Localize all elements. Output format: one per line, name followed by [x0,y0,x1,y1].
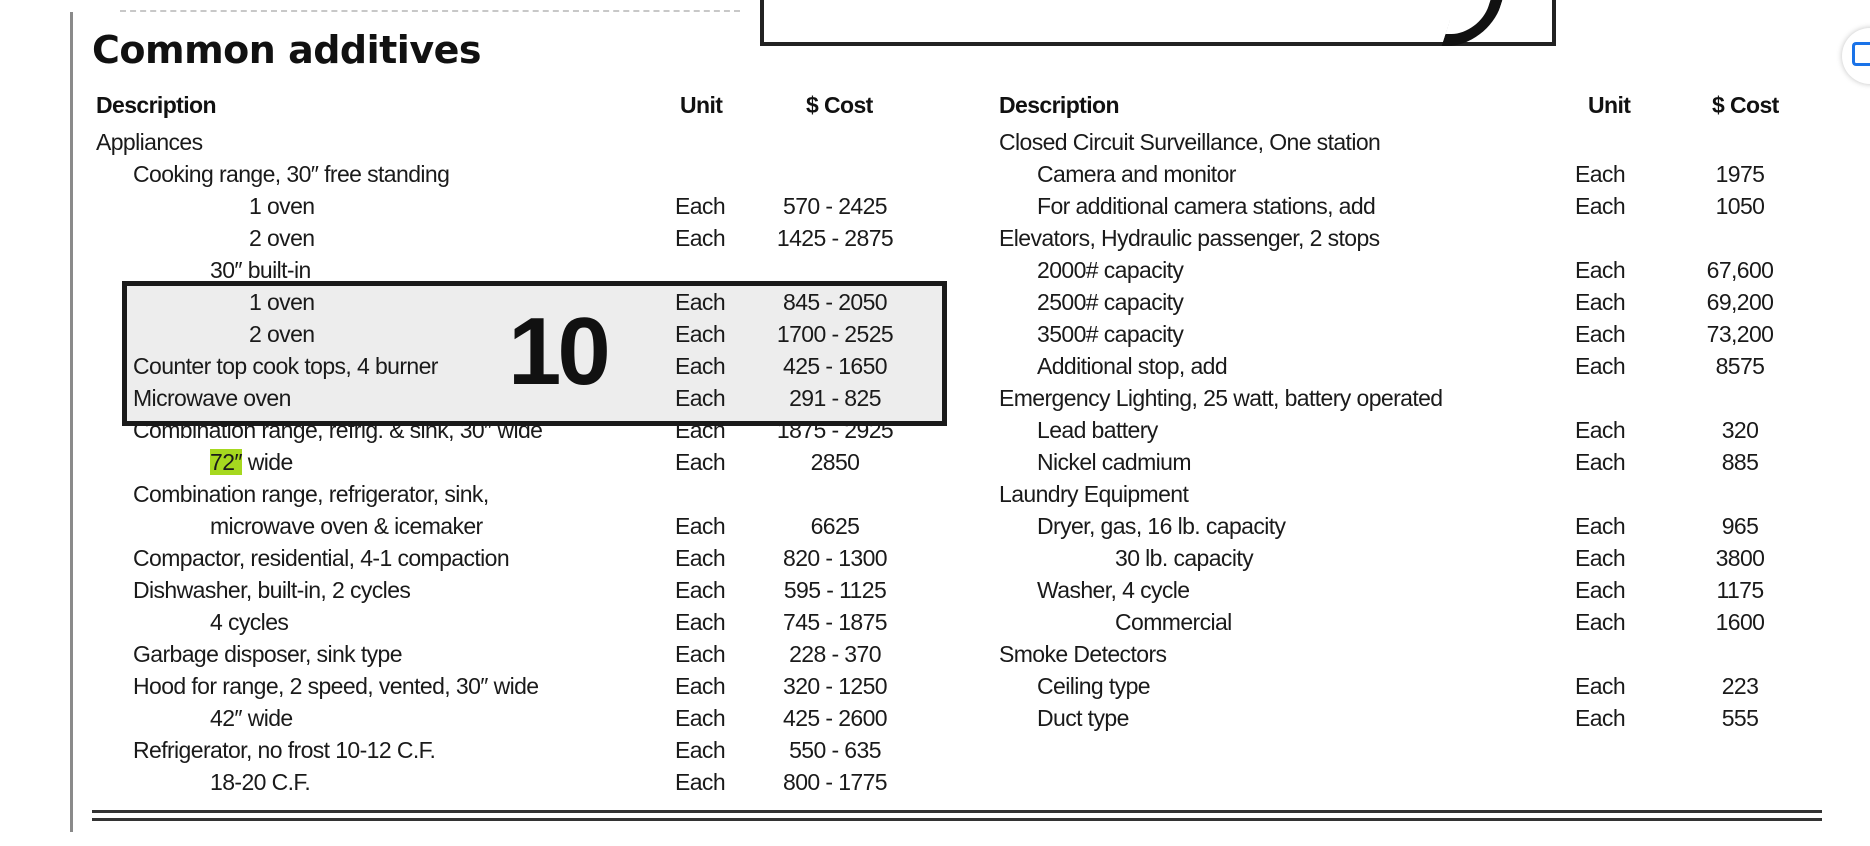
row-cost: 820 - 1300 [783,545,887,571]
row-description: Laundry Equipment [999,481,1189,507]
row-unit: Each [674,737,726,763]
row-unit: Each [674,577,726,603]
row-description: Appliances [96,129,203,155]
row-unit: Each [1574,193,1626,219]
row-cost: 745 - 1875 [783,609,887,635]
row-cost: 845 - 2050 [783,289,887,315]
top-box [760,0,1556,46]
row-description: Refrigerator, no frost 10-12 C.F. [133,737,436,763]
row-unit: Each [1574,321,1626,347]
row-description: Microwave oven [133,385,291,411]
row-cost: 1600 [1715,609,1765,635]
row-description: 3500# capacity [1037,321,1184,347]
left-header-description: Description [96,92,216,118]
row-description: 2500# capacity [1037,289,1184,315]
row-unit: Each [674,417,726,443]
row-description: Washer, 4 cycle [1037,577,1190,603]
row-cost: 965 [1721,513,1759,539]
row-unit: Each [1574,353,1626,379]
page-edge [70,12,73,832]
row-description: Elevators, Hydraulic passenger, 2 stops [999,225,1380,251]
row-cost: 223 [1721,673,1759,699]
row-description: Compactor, residential, 4-1 compaction [133,545,510,571]
row-description: Camera and monitor [1037,161,1236,187]
left-header-cost: $ Cost [806,92,873,118]
row-cost: 67,600 [1706,257,1774,283]
row-description: Commercial [1115,609,1232,635]
row-unit: Each [674,641,726,667]
row-cost: 320 - 1250 [783,673,887,699]
row-cost: 885 [1721,449,1759,475]
page-title: Common additives [92,28,481,72]
row-cost: 1050 [1715,193,1765,219]
row-description: 42″ wide [210,705,293,731]
row-description: 1 oven [249,193,315,219]
row-description: 18-20 C.F. [210,769,311,795]
row-cost: 425 - 1650 [783,353,887,379]
row-cost: 1975 [1715,161,1765,187]
row-unit: Each [1574,449,1626,475]
row-description: 1 oven [249,289,315,315]
row-description: Smoke Detectors [999,641,1167,667]
row-cost: 320 [1721,417,1759,443]
row-description: Ceiling type [1037,673,1150,699]
row-cost: 8575 [1715,353,1765,379]
row-description: microwave oven & icemaker [210,513,483,539]
row-description: Cooking range, 30″ free standing [133,161,450,187]
row-unit: Each [674,609,726,635]
row-unit: Each [674,193,726,219]
row-unit: Each [1574,673,1626,699]
row-unit: Each [1574,705,1626,731]
row-description: Combination range, refrig. & sink, 30″ wide [133,417,543,443]
row-description: Emergency Lighting, 25 watt, battery operated [999,385,1443,411]
row-description: Garbage disposer, sink type [133,641,402,667]
row-unit: Each [1574,545,1626,571]
row-description: Hood for range, 2 speed, vented, 30″ wide [133,673,539,699]
row-description: Dishwasher, built-in, 2 cycles [133,577,411,603]
row-unit: Each [674,449,726,475]
highlighted-text: 72″ [210,449,242,475]
row-unit: Each [674,225,726,251]
row-description: Lead battery [1037,417,1158,443]
row-unit: Each [674,769,726,795]
right-header-cost: $ Cost [1712,92,1779,118]
row-cost: 291 - 825 [789,385,881,411]
row-unit: Each [1574,257,1626,283]
bottom-rule [92,818,1822,821]
row-unit: Each [674,289,726,315]
row-unit: Each [1574,289,1626,315]
row-description: 2000# capacity [1037,257,1184,283]
row-description: 4 cycles [210,609,289,635]
row-unit: Each [1574,513,1626,539]
row-unit: Each [674,353,726,379]
copy-icon [1852,42,1870,66]
row-cost: 1425 - 2875 [776,225,894,251]
row-unit: Each [1574,609,1626,635]
row-cost: 73,200 [1706,321,1774,347]
row-cost: 1175 [1716,577,1764,603]
row-description: Additional stop, add [1037,353,1228,379]
row-description: Dryer, gas, 16 lb. capacity [1037,513,1286,539]
row-description: 2 oven [249,321,315,347]
left-header-unit: Unit [680,92,723,118]
top-dashes [120,10,740,14]
row-cost: 800 - 1775 [783,769,887,795]
row-cost: 6625 [810,513,860,539]
row-unit: Each [674,705,726,731]
row-unit: Each [674,513,726,539]
row-cost: 555 [1721,705,1759,731]
row-unit: Each [1574,577,1626,603]
bottom-rule [92,810,1822,813]
row-cost: 550 - 635 [789,737,881,763]
row-cost: 425 - 2600 [783,705,887,731]
row-cost: 2850 [810,449,860,475]
row-description: 72″ wide [210,449,293,475]
row-description: 30″ built-in [210,257,311,283]
row-unit: Each [674,545,726,571]
copy-button[interactable] [1842,28,1870,84]
row-cost: 1875 - 2925 [776,417,894,443]
row-cost: 228 - 370 [789,641,881,667]
row-cost: 69,200 [1706,289,1774,315]
row-unit: Each [1574,161,1626,187]
row-unit: Each [1574,417,1626,443]
row-cost: 570 - 2425 [783,193,887,219]
right-header-unit: Unit [1588,92,1631,118]
row-description: 2 oven [249,225,315,251]
row-unit: Each [674,321,726,347]
row-unit: Each [674,673,726,699]
right-header-description: Description [999,92,1119,118]
row-description: Combination range, refrigerator, sink, [133,481,489,507]
row-unit: Each [674,385,726,411]
row-description: Duct type [1037,705,1129,731]
row-description: Closed Circuit Surveillance, One station [999,129,1381,155]
row-cost: 595 - 1125 [783,577,887,603]
decorative-mark-icon [1442,0,1505,46]
callout-number: 10 [508,298,607,405]
row-description: For additional camera stations, add [1037,193,1376,219]
row-cost: 3800 [1715,545,1765,571]
row-description: Counter top cook tops, 4 burner [133,353,438,379]
row-cost: 1700 - 2525 [776,321,894,347]
row-description: 30 lb. capacity [1115,545,1254,571]
row-description: Nickel cadmium [1037,449,1191,475]
